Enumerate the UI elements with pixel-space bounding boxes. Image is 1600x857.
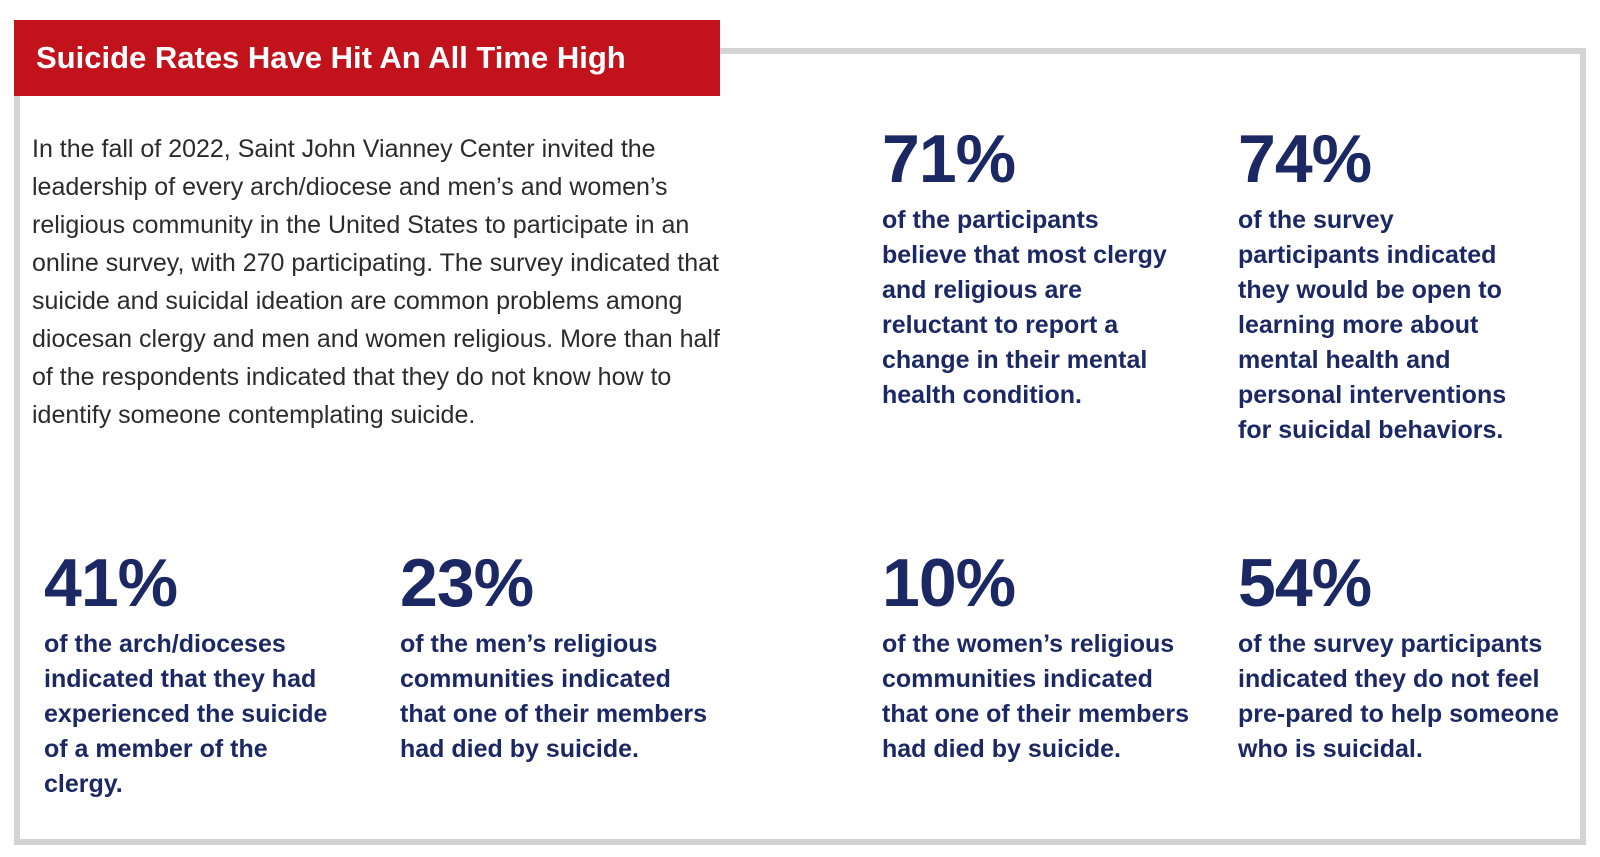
stat-block-54 — [1238, 547, 1568, 767]
stat-value: 10% — [882, 545, 1016, 621]
stat-description: of the survey participants indicated they do not feel pre-pared to help someone who is suicidal. — [1238, 630, 1559, 763]
intro-paragraph: In the fall of 2022, Saint John Vianney Center invited the leadership of every arch/diocese and men’s and women’s religious community in the United States to participate in an online survey, with 270 participating. The survey indicated that suicide and suicidal ideation are common problems among diocesan clergy and men and women religious. More than half of the respondents indicated that they do not know how to identify someone contemplating suicide. — [32, 135, 720, 429]
stat-description: of the participants believe that most clergy and religious are reluctant to report a change in their mental health condition. — [882, 206, 1167, 409]
stat-block-71 — [882, 123, 1182, 413]
stat-value: 41% — [44, 545, 178, 621]
stat-description: of the women’s religious communities indicated that one of their members had died by suicide. — [882, 630, 1189, 763]
stat-block-23 — [400, 547, 720, 767]
stat-block-74 — [1238, 123, 1538, 448]
page-title-banner: Suicide Rates Have Hit An All Time High — [14, 20, 720, 96]
stat-value: 23% — [400, 545, 534, 621]
stat-description: of the survey participants indicated they would be open to learning more about mental health and personal interventions for suicidal behaviors. — [1238, 206, 1507, 444]
stat-description: of the men’s religious communities indicated that one of their members had died by suicide. — [400, 630, 707, 763]
stat-block-10 — [882, 547, 1192, 767]
stat-value: 71% — [882, 121, 1016, 197]
stat-value: 74% — [1238, 121, 1372, 197]
stat-block-41 — [44, 547, 344, 802]
stat-description: of the arch/dioceses indicated that they had experienced the suicide of a member of the clergy. — [44, 630, 328, 798]
stat-value: 54% — [1238, 545, 1372, 621]
